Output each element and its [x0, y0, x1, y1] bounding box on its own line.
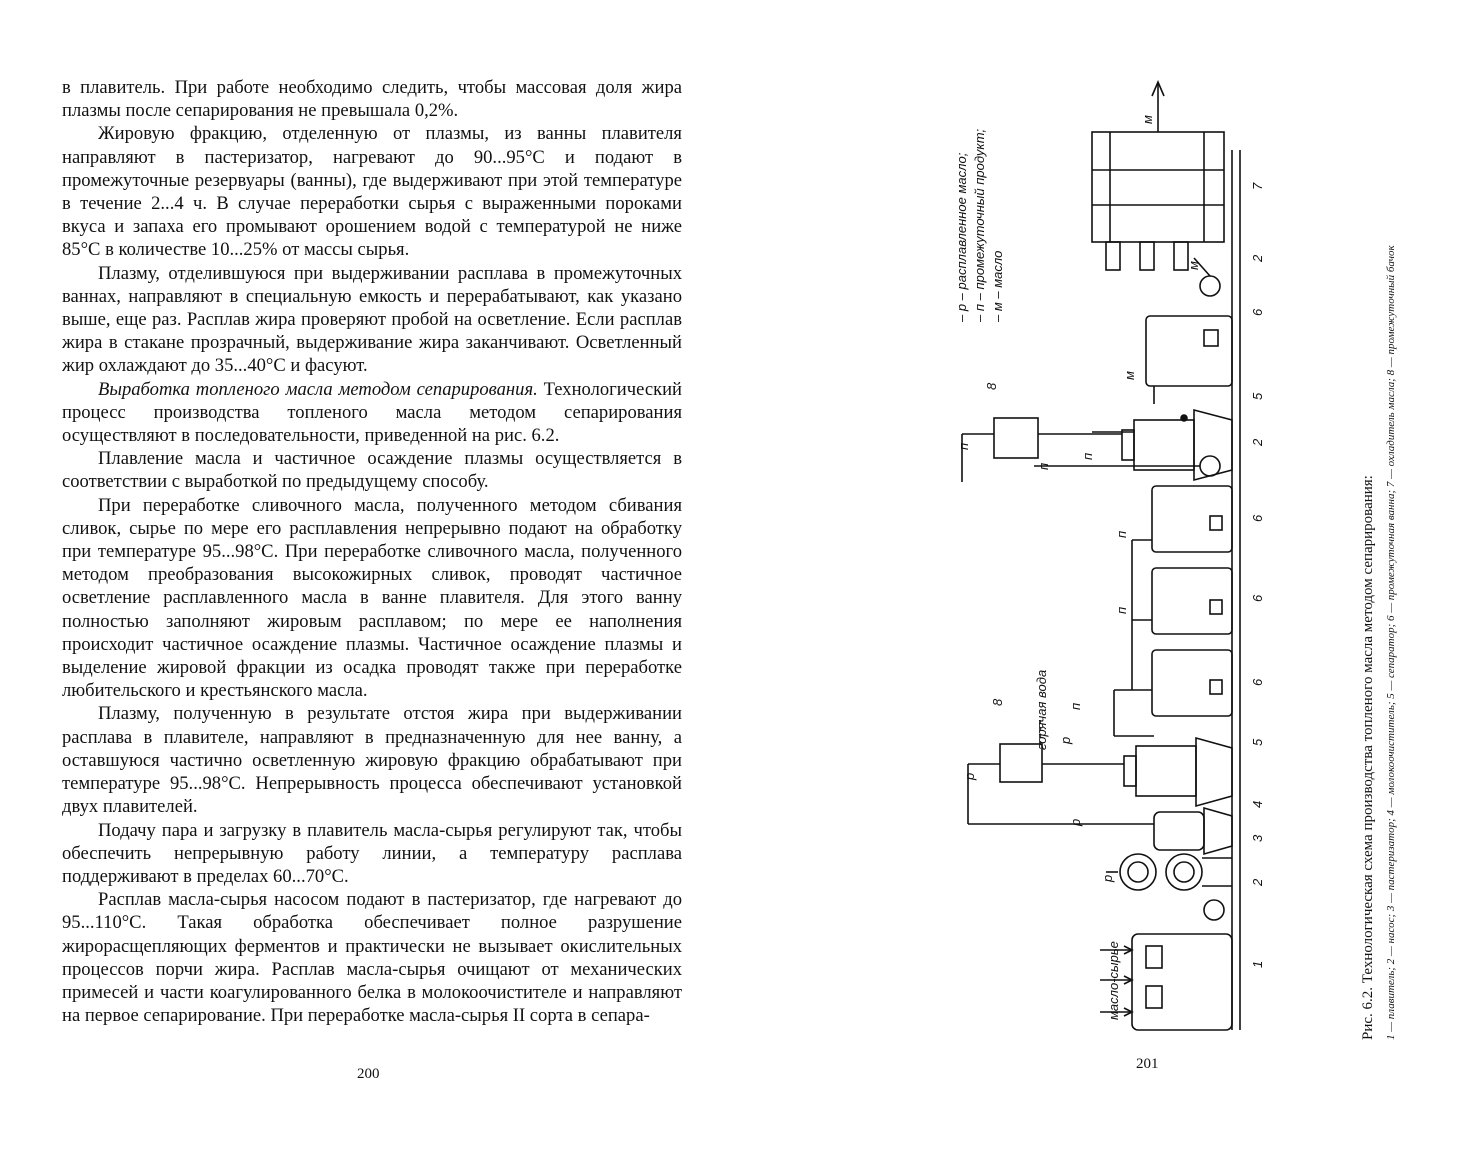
paragraph-text: Жировую фракцию, отделенную от плазмы, из ванны плавителя направляют в пастеризатор, нагревают до 90...95°С и подают в промежуточные резервуары (ванны), где выдерживают при этой температуре в течение 2...4 ч. В случае переработки сырья с выраженными пороками вкуса и запаха его промывают орошением водой с температурой не ниже 85°С в количестве 10...25% от массы сырья. — [62, 123, 682, 261]
paragraph-text: Плавление масла и частичное осаждение плазмы осуществляется в соответствии с выработкой по предыдущему способу. — [62, 448, 682, 493]
legend — [954, 128, 1005, 323]
separator-5a — [1196, 738, 1232, 806]
italic-lead: Выработка топленого масла методом сепарирования. — [98, 378, 538, 400]
flow-label-m1: м — [1122, 371, 1137, 380]
item-number-4: 4 — [1250, 800, 1265, 808]
pump-2b — [1200, 456, 1220, 476]
bath-6 — [1152, 650, 1232, 716]
flow-label-r1: р — [1068, 818, 1083, 826]
item-number-2: 2 — [1250, 878, 1265, 886]
paragraph-text: Плазму, полученную в результате отстоя жира при выдерживании расплава в плавителе, направляют в предназначенную для нее ванну, а оставшуюся частично осветленную жировую фракцию обрабатывают при температуре 95...98°С. Непрерывность процесса обеспечивают установкой двух плавителей. — [62, 703, 682, 818]
item-number-8b: 8 — [984, 382, 999, 390]
technological-scheme-diagram — [734, 0, 1468, 1152]
paragraph — [62, 494, 682, 703]
flow-label-m3: м — [1140, 115, 1155, 124]
flow-label-p5: п — [956, 442, 971, 450]
bath-6b — [1152, 486, 1232, 552]
item-number-8a: 8 — [990, 698, 1005, 706]
pump-2c — [1200, 276, 1220, 296]
paragraph-text: Подачу пара и загрузку в плавитель масла-сырья регулируют так, чтобы обеспечить непрерывную работу линии, а температуру расплава поддерживают в пределах 60...70°С. — [62, 819, 682, 887]
item-number-5: 5 — [1250, 738, 1265, 746]
item-number-1: 1 — [1250, 960, 1265, 968]
milk-cleaner-4 — [1204, 808, 1232, 854]
flow-label-p4: п — [1036, 462, 1051, 470]
pump-2a — [1204, 900, 1224, 920]
flow-label-p2: п — [1114, 606, 1129, 614]
item-number-7: 7 — [1250, 182, 1265, 190]
paragraph — [62, 122, 682, 261]
body-text — [62, 76, 682, 1027]
melter-1 — [1132, 934, 1232, 1030]
page-number-right: 201 — [1136, 1056, 1159, 1072]
item-number-3: 3 — [1250, 834, 1265, 842]
flow-label-p1: п — [1068, 702, 1083, 710]
separator-5b — [1194, 410, 1232, 480]
paragraph — [62, 262, 682, 378]
item-number-2b: 2 — [1250, 438, 1265, 446]
pasteurizer-3 — [1120, 854, 1156, 890]
paragraph — [62, 447, 682, 493]
flow-label-p6: п — [1080, 452, 1095, 460]
right-page — [734, 0, 1468, 1152]
paragraph — [62, 888, 682, 1027]
flow-label-r2: р — [1100, 874, 1115, 882]
paragraph — [62, 76, 682, 122]
figure-caption-legend: 1 — плавитель; 2 — насос; 3 — пастеризатор; 4 — молокоочиститель; 5 — сепаратор; 6 — промежуточная ванна; 7 — охладитель масла; 8 — промежуточный бачок — [1385, 245, 1397, 1040]
item-number-6: 6 — [1250, 678, 1265, 686]
item-number-6d: 6 — [1250, 308, 1265, 316]
paragraph — [62, 819, 682, 889]
paragraph-text: в плавитель. При работе необходимо следить, чтобы массовая доля жира плазмы после сепарирования не превышала 0,2%. — [62, 77, 682, 122]
item-number-5b: 5 — [1250, 392, 1265, 400]
figure-caption-title: Рис. 6.2. Технологическая схема производства топленого масла методом сепарирования: — [1360, 475, 1376, 1040]
flow-label-m2: м — [1186, 261, 1201, 270]
item-number-6b: 6 — [1250, 594, 1265, 602]
flow-label-p3: п — [1114, 530, 1129, 538]
paragraph-text: Расплав масла-сырья насосом подают в пастеризатор, где нагревают до 95...110°С. Такая обработка обеспечивает полное разрушение жирорасщепляющих ферментов и практически не вызывает окислительных процессов порчи жира. Расплав масла-сырья очищают от механических примесей и части коагулированного белка в молокоочистителе и направляют на первое сепарирование. При переработке масла-сырья II сорта в сепара- — [62, 889, 682, 1027]
bath-6c — [1146, 316, 1232, 386]
hot-water-label: горячая вода — [1034, 669, 1049, 750]
intermediate-tank-8b — [994, 418, 1038, 458]
flow-label-r3: р — [962, 772, 977, 780]
bath-6a — [1152, 568, 1232, 634]
item-number-6c: 6 — [1250, 514, 1265, 522]
paragraph-text: Технологический процесс производства топленого масла методом сепарирования осуществляют в последовательности, приведенной на рис. 6.2. — [62, 378, 683, 447]
legend-line-3: – м – масло — [990, 250, 1005, 322]
flow-label-r4: р — [1058, 736, 1073, 744]
page-number-left: 200 — [357, 1066, 380, 1082]
paragraph — [62, 378, 682, 448]
legend-line-1: – р – расплавленное масло; — [954, 152, 969, 322]
legend-line-2: – п – промежуточный продукт; — [972, 128, 987, 322]
paragraph-text: Плазму, отделившуюся при выдерживании расплава в промежуточных ваннах, направляют в специальную емкость и перерабатывают, как указано выше, еще раз. Расплав жира проверяют пробой на осветление. Если расплав жира в стакане прозрачный, выдерживание жира заканчивают. Осветленный жир охлаждают до 35...40°С и фасуют. — [62, 262, 682, 377]
item-number-2c: 2 — [1250, 254, 1265, 262]
raw-butter-label: масло-сырье — [1106, 941, 1121, 1020]
paragraph-text: При переработке сливочного масла, полученного методом сбивания сливок, сырье по мере его расплавления непрерывно подают на обработку при температуре 95...98°С. При переработке сливочного масла, полученного методом преобразования высокожирных сливок, проводят частичное осветление расплавленного масла в ванне плавителя. Для этого ванну полностью заполняют жировым расплавом; по мере ее наполнения происходит частичное осаждение плазмы. Частичное осаждение плазмы и выделение жировой фракции из осадка проводят также при переработке любительского и крестьянского масла. — [62, 494, 682, 702]
paragraph — [62, 702, 682, 818]
